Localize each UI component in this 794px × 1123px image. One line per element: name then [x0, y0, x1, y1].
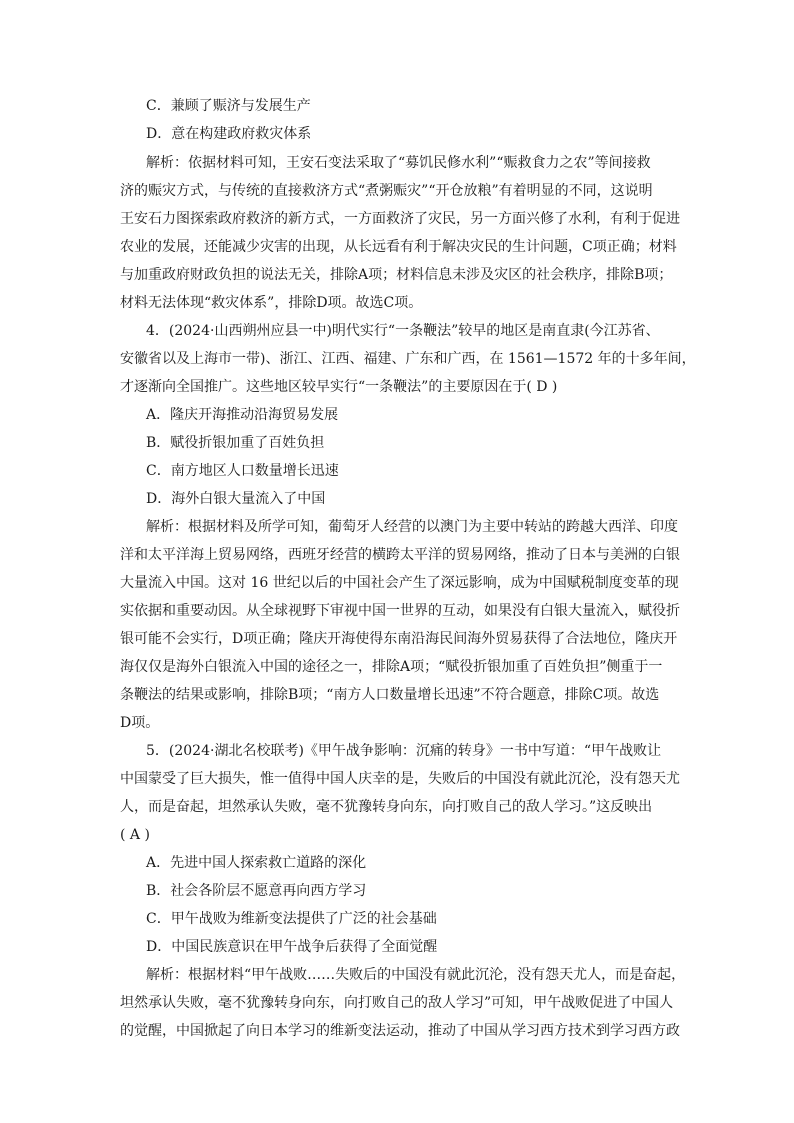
q5-stem-line: 中国蒙受了巨大损失，惟一值得中国人庆幸的是，失败后的中国没有就此沉沦，没有怨天尤	[120, 771, 680, 787]
q4-analysis-line: 条鞭法的结果或影响，排除B项；“南方人口数量增长迅速”不符合题意，排除C项。故选	[120, 687, 660, 703]
q4-analysis-line: 银可能不会实行，D项正确；隆庆开海使得东南沿海民间海外贸易获得了合法地位，隆庆开	[120, 631, 678, 647]
q5-stem-line: 5．(2024·湖北名校联考)《甲午战争影响：沉痛的转身》一书中写道：“甲午战败让	[146, 743, 662, 759]
q4-option-d: D．海外白银大量流入了中国	[146, 491, 326, 507]
q3-option-c: C．兼顾了赈济与发展生产	[146, 98, 311, 114]
q4-option-c: C．南方地区人口数量增长迅速	[146, 463, 339, 479]
q3-analysis-line: 与加重政府财政负担的说法无关，排除A项；材料信息未涉及灾区的社会秩序，排除B项；	[120, 267, 673, 283]
q5-analysis-line: 坦然承认失败，毫不犹豫转身向东，向打败自己的敌人学习”可知，甲午战败促进了中国人	[120, 995, 674, 1011]
q3-analysis-line: 王安石力图探索政府救济的新方式，一方面救济了灾民，另一方面兴修了水利，有利于促进	[120, 211, 680, 227]
q4-stem-line: 安徽省以及上海市一带)、浙江、江西、福建、广东和广西，在 1561—1572 年的十多年间，	[120, 351, 696, 367]
q4-analysis-line: 实依据和重要动因。从全球视野下审视中国一世界的互动，如果没有白银大量流入，赋役折	[120, 603, 680, 619]
q3-analysis-line: 济的赈灾方式，与传统的直接救济方式“煮粥赈灾”“开仓放粮”有着明显的不同，这说明	[120, 183, 653, 199]
q4-analysis-line: D项。	[120, 715, 160, 731]
q5-analysis-line: 的觉醒，中国掀起了向日本学习的维新变法运动，推动了中国从学习西方技术到学习西方政	[120, 1023, 680, 1039]
q5-option-d: D．中国民族意识在甲午战争后获得了全面觉醒	[146, 939, 438, 955]
q3-analysis-line: 材料无法体现“救灾体系”，排除D项。故选C项。	[120, 295, 423, 311]
q5-option-b: B．社会各阶层不愿意再向西方学习	[146, 883, 367, 899]
q5-analysis-line: 解析：根据材料“甲午战败……失败后的中国没有就此沉沦，没有怨天尤人，而是奋起，	[146, 967, 686, 983]
q4-analysis-line: 大量流入中国。这对 16 世纪以后的中国社会产生了深远影响，成为中国赋税制度变革的现	[120, 575, 679, 591]
q3-option-d: D．意在构建政府救灾体系	[146, 126, 312, 142]
q4-option-b: B．赋役折银加重了百姓负担	[146, 435, 325, 451]
q5-stem-line: ( A )	[120, 827, 150, 843]
q4-analysis-line: 海仅仅是海外白银流入中国的途径之一，排除A项；“赋役折银加重了百姓负担”侧重于一	[120, 659, 663, 675]
q3-analysis-line: 农业的发展，还能减少灾害的出现，从长远看有利于解决灾民的生计问题，C项正确；材料	[120, 239, 677, 255]
q4-option-a: A．隆庆开海推动沿海贸易发展	[146, 407, 339, 423]
q4-stem-line: 4．(2024·山西朔州应县一中)明代实行“一条鞭法”较早的地区是南直隶(今江苏省、	[146, 323, 660, 339]
q4-stem-line: 才逐渐向全国推广。这些地区较早实行“一条鞭法”的主要原因在于( D )	[120, 379, 558, 395]
q3-analysis-line: 解析：依据材料可知，王安石变法采取了“募饥民修水利”“赈救食力之农”等间接救	[146, 155, 651, 171]
q5-option-c: C．甲午战败为维新变法提供了广泛的社会基础	[146, 911, 437, 927]
q4-analysis-line: 洋和太平洋海上贸易网络，西班牙经营的横跨太平洋的贸易网络，推动了日本与美洲的白银	[120, 547, 680, 563]
q5-option-a: A．先进中国人探索救亡道路的深化	[146, 855, 367, 871]
q5-stem-line: 人，而是奋起，坦然承认失败，毫不犹豫转身向东，向打败自己的敌人学习。”这反映出	[120, 799, 653, 815]
q4-analysis-line: 解析：根据材料及所学可知，葡萄牙人经营的以澳门为主要中转站的跨越大西洋、印度	[146, 519, 678, 535]
